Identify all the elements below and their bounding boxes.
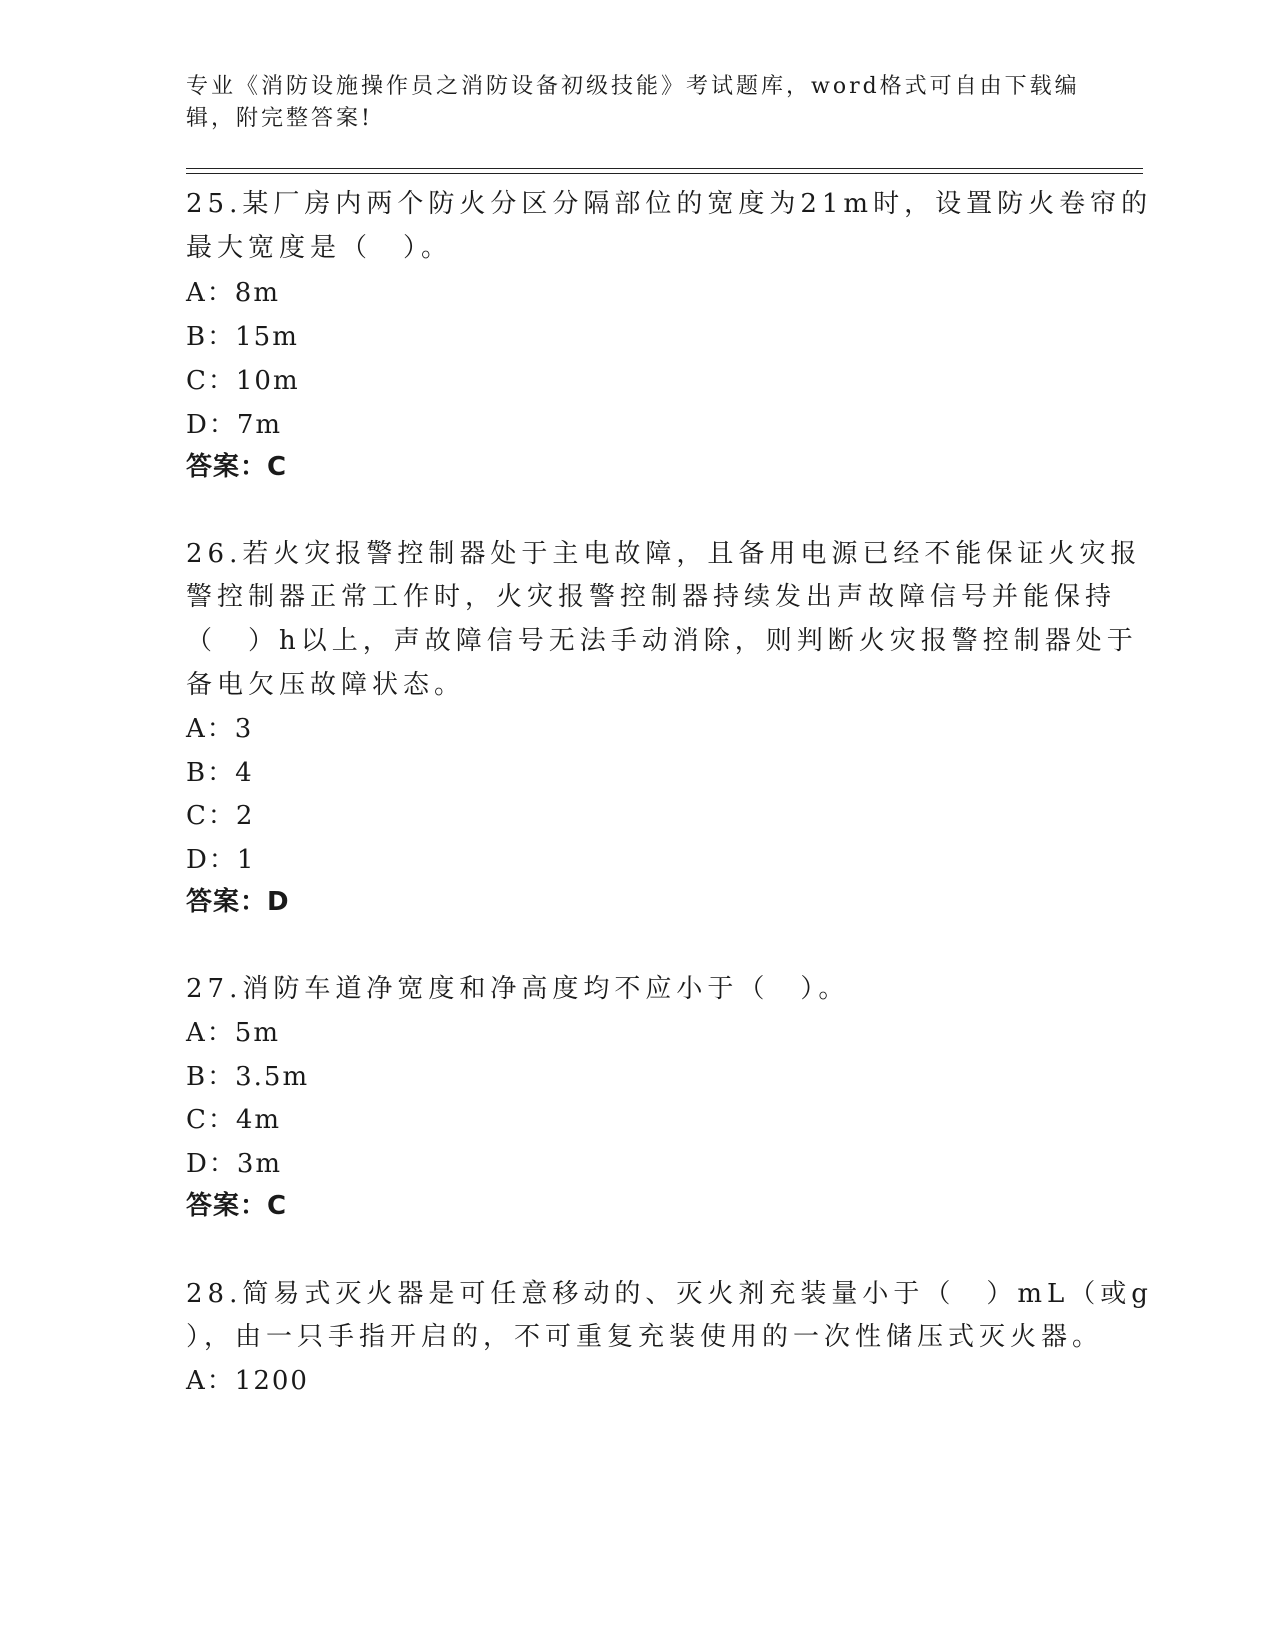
question-27-answer: 答案：C [186,1191,288,1221]
question-26-line-2: 警控制器正常工作时，火灾报警控制器持续发出声故障信号并能保持 [186,582,1117,612]
header-divider-bottom [186,173,1143,174]
question-26-line-3: （ ）h以上，声故障信号无法手动消除，则判断火灾报警控制器处于 [186,626,1138,656]
question-27-option-d: D：3m [186,1149,283,1179]
question-26-answer: 答案：D [186,887,290,917]
question-25-option-d: D：7m [186,410,283,440]
question-27-line-1: 27.消防车道净宽度和净高度均不应小于（ ）。 [186,974,850,1004]
question-28-option-a: A：1200 [186,1366,309,1396]
question-25-option-b: B：15m [186,322,299,352]
question-25-option-a: A：8m [186,278,280,308]
question-27-option-b: B：3.5m [186,1062,310,1092]
header-text-line-2: 辑，附完整答案! [186,106,373,131]
question-25-line-2: 最大宽度是（ ）。 [186,233,453,263]
question-28-line-2: ），由一只手指开启的，不可重复充装使用的一次性储压式灭火器。 [186,1322,1104,1352]
header-text-line-1: 专业《消防设施操作员之消防设备初级技能》考试题库，word格式可自由下载编 [186,74,1080,99]
question-26-option-b: B：4 [186,758,254,788]
question-25-answer: 答案：C [186,452,288,482]
question-26-option-a: A：3 [186,714,254,744]
question-27-option-c: C：4m [186,1105,282,1135]
question-25-line-1: 25.某厂房内两个防火分区分隔部位的宽度为21m时，设置防火卷帘的 [186,189,1153,219]
question-28-line-1: 28.简易式灭火器是可任意移动的、灭火剂充装量小于（ ）mL（或g [186,1279,1153,1309]
question-26-line-4: 备电欠压故障状态。 [186,670,466,700]
question-25-option-c: C：10m [186,366,300,396]
question-26-option-c: C：2 [186,801,255,831]
question-26-line-1: 26.若火灾报警控制器处于主电故障，且备用电源已经不能保证火灾报 [186,539,1142,569]
header-divider-top [186,168,1143,169]
question-26-option-d: D：1 [186,845,256,875]
question-27-option-a: A：5m [186,1018,280,1048]
